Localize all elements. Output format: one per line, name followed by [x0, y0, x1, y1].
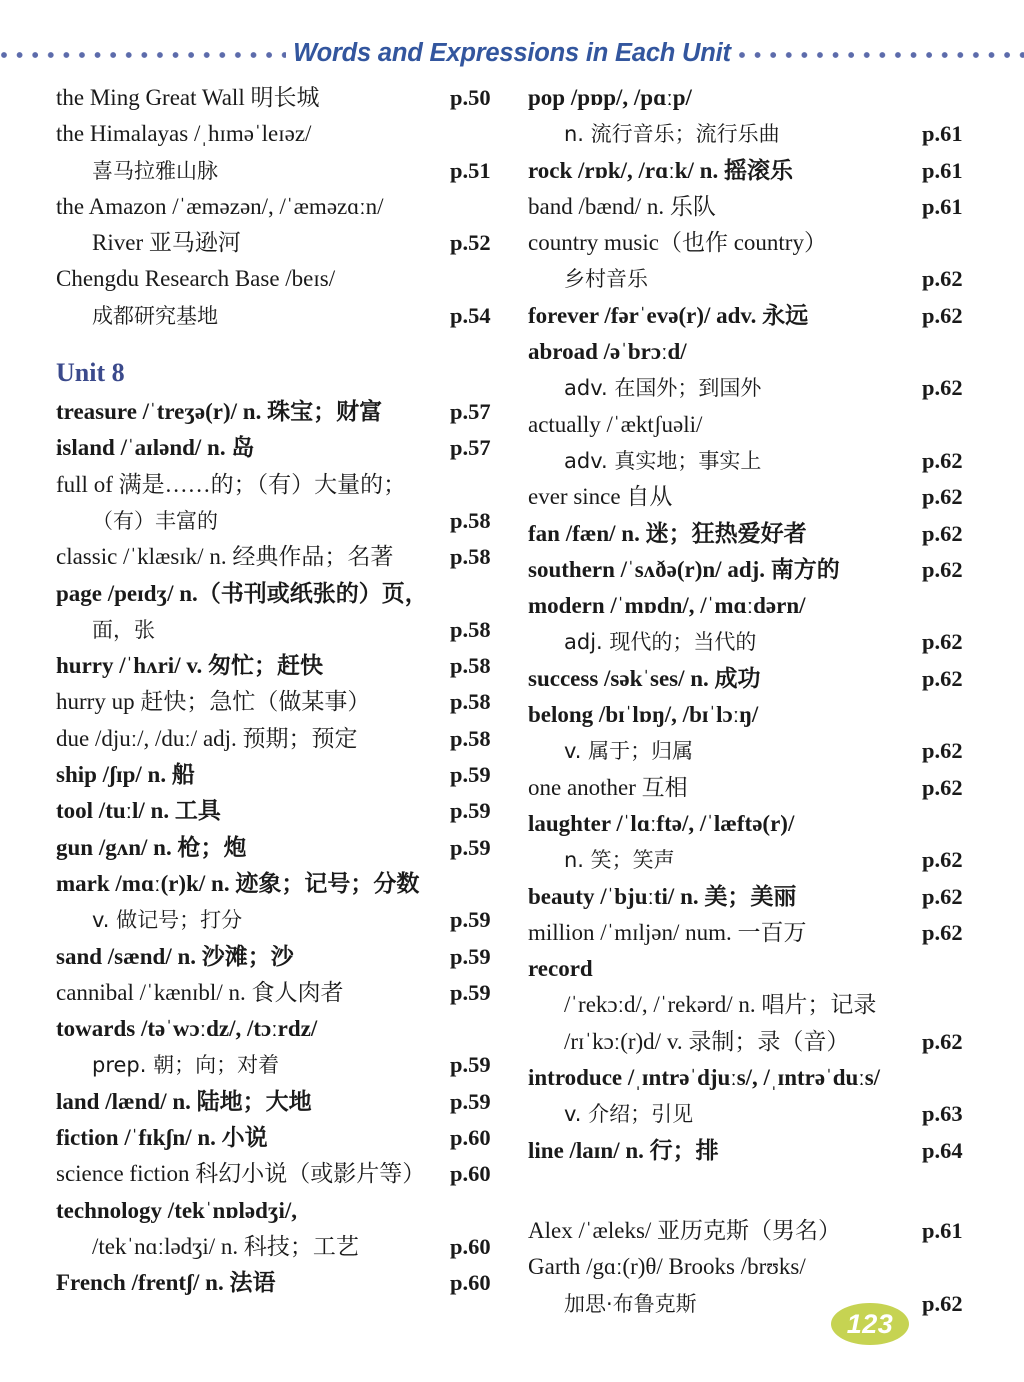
- entry-text: the Amazon /ˈæməzən/, /ˈæməzɑːn/: [56, 193, 384, 219]
- entry-text: band /bænd/ n. 乐队: [528, 193, 716, 219]
- vocab-entry: [528, 770, 980, 806]
- entry-page: p.59: [450, 979, 491, 1005]
- vocab-entry: [528, 225, 980, 261]
- entry-page: p.62: [922, 883, 963, 909]
- vocab-entry: [56, 721, 508, 757]
- entry-text: towards /təˈwɔːdz/, /tɔːrdz/: [56, 1016, 318, 1042]
- vocab-entry: [56, 1229, 508, 1265]
- entry-text: mark /mɑː(r)k/ n. 迹象；记号；分数: [56, 870, 420, 896]
- entry-page: p.63: [922, 1101, 963, 1127]
- left-column-prev-unit-list: [56, 80, 508, 334]
- vocab-entry: [528, 261, 980, 297]
- entry-text: 加思·布鲁克斯: [564, 1291, 697, 1316]
- entry-page: p.61: [922, 121, 963, 147]
- entry-page: p.60: [450, 1125, 491, 1151]
- vocab-entry: [56, 1120, 508, 1156]
- vocab-entry: [528, 1060, 980, 1096]
- entry-page: p.59: [450, 1088, 491, 1114]
- header-dot-rule-right: [738, 51, 1024, 59]
- vocab-entry: [528, 987, 980, 1023]
- vocab-entry: [528, 516, 980, 552]
- right-column: [528, 80, 980, 1322]
- vocab-entry: [56, 539, 508, 575]
- entry-text: v. 做记号；打分: [92, 908, 243, 933]
- vocab-entry: [528, 298, 980, 334]
- vocab-entry: [56, 189, 508, 225]
- vocab-entry: [56, 939, 508, 975]
- vocab-entry: [528, 661, 980, 697]
- page-title: Words and Expressions in Each Unit: [293, 38, 731, 67]
- entry-text: line /laɪn/ n. 行；排: [528, 1137, 719, 1163]
- entry-page: p.58: [450, 507, 491, 533]
- entry-text: n. 流行音乐；流行乐曲: [564, 122, 780, 147]
- entry-page: p.59: [450, 1052, 491, 1078]
- entry-page: p.62: [922, 665, 963, 691]
- entry-page: p.62: [922, 738, 963, 764]
- vocab-entry: [528, 879, 980, 915]
- vocab-entry: [56, 576, 508, 612]
- vocab-entry: [528, 806, 980, 842]
- vocab-entry: [528, 552, 980, 588]
- vocab-entry: [56, 261, 508, 297]
- entry-text: southern /ˈsʌðə(r)n/ adj. 南方的: [528, 556, 840, 582]
- entry-page: p.58: [450, 544, 491, 570]
- entry-page: p.59: [450, 798, 491, 824]
- entry-text: success /səkˈses/ n. 成功: [528, 665, 761, 691]
- entry-text: the Himalayas /ˌhɪməˈleɪəz/: [56, 121, 312, 147]
- entry-text: hurry up 赶快；急忙（做某事）: [56, 689, 371, 715]
- entry-text: cannibal /ˈkænɪbl/ n. 食人肉者: [56, 979, 344, 1005]
- vocab-entry: [56, 153, 508, 189]
- page-number: 123: [846, 1308, 894, 1339]
- entry-text: due /djuː/, /duː/ adj. 预期；预定: [56, 725, 358, 751]
- entry-page: p.62: [922, 302, 963, 328]
- entry-page: p.62: [922, 447, 963, 473]
- vocab-entry: [528, 624, 980, 660]
- entry-text: actually /ˈæktʃuəli/: [528, 411, 703, 437]
- vocab-entry: [528, 733, 980, 769]
- entry-text: tool /tuːl/ n. 工具: [56, 798, 221, 824]
- entry-text: v. 介绍；引见: [564, 1102, 694, 1127]
- header-dot-rule-left: [0, 51, 286, 59]
- entry-text: fiction /ˈfɪkʃn/ n. 小说: [56, 1125, 268, 1151]
- vocab-entry: [56, 866, 508, 902]
- entry-text: adv. 在国外；到国外: [564, 376, 762, 401]
- entry-page: p.50: [450, 85, 491, 110]
- entry-text: laughter /ˈlɑːftə/, /ˈlæftə(r)/: [528, 810, 795, 836]
- entry-page: p.62: [922, 847, 963, 873]
- entry-text: country music（也作 country）: [528, 230, 827, 256]
- vocab-entry: [56, 430, 508, 466]
- entry-text: forever /fərˈevə(r)/ adv. 永远: [528, 302, 809, 328]
- entry-text: pop /pɒp/, /pɑːp/: [528, 85, 692, 110]
- entry-text: hurry /ˈhʌri/ v. 匆忙；赶快: [56, 653, 324, 679]
- entry-page: p.60: [450, 1161, 491, 1187]
- vocab-entry: [528, 1286, 980, 1322]
- entry-text: （有）丰富的: [92, 508, 218, 533]
- entry-text: fan /fæn/ n. 迷；狂热爱好者: [528, 520, 807, 546]
- entry-page: p.58: [450, 653, 491, 679]
- vocabulary-columns: [0, 80, 1024, 1322]
- vocab-entry: [528, 588, 980, 624]
- vocab-entry: [528, 1213, 980, 1249]
- vocab-entry: [56, 80, 508, 116]
- entry-text: land /lænd/ n. 陆地；大地: [56, 1088, 312, 1114]
- entry-text: 面，张: [92, 617, 155, 642]
- entry-page: p.62: [922, 629, 963, 655]
- vocab-entry: [528, 334, 980, 370]
- vocab-entry: [56, 648, 508, 684]
- vocab-entry: [528, 80, 980, 116]
- entry-text: gun /gʌn/ n. 枪；炮: [56, 834, 247, 860]
- proper-names-list: [528, 1213, 980, 1322]
- entry-text: the Ming Great Wall 明长城: [56, 85, 320, 110]
- entry-page: p.62: [922, 484, 963, 510]
- entry-text: 成都研究基地: [92, 303, 218, 328]
- vocab-entry: [56, 830, 508, 866]
- entry-text: one another 互相: [528, 774, 688, 800]
- entry-text: /rɪˈkɔː(r)d/ v. 录制；录（音）: [564, 1028, 850, 1054]
- vocab-entry: [528, 189, 980, 225]
- page-header: [0, 36, 1024, 70]
- entry-text: Alex /ˈæleks/ 亚历克斯（男名）: [528, 1217, 842, 1243]
- entry-page: p.62: [922, 774, 963, 800]
- entry-page: p.62: [922, 1028, 963, 1054]
- entry-page: p.62: [922, 556, 963, 582]
- entry-text: record: [528, 956, 593, 982]
- entry-text: abroad /əˈbrɔːd/: [528, 339, 687, 365]
- entry-page: p.60: [450, 1270, 491, 1296]
- entry-page: p.62: [922, 919, 963, 945]
- entry-text: technology /tekˈnɒlədʒi/,: [56, 1197, 297, 1223]
- entry-page: p.59: [450, 907, 491, 933]
- entry-text: Chengdu Research Base /beɪs/: [56, 266, 336, 292]
- right-column-vocab-list: [528, 80, 980, 1169]
- entry-text: classic /ˈklæsɪk/ n. 经典作品；名著: [56, 544, 394, 570]
- vocab-entry: [528, 116, 980, 152]
- vocab-entry: [56, 1011, 508, 1047]
- entry-text: island /ˈaɪlənd/ n. 岛: [56, 435, 255, 461]
- page-number-badge: [831, 1303, 909, 1345]
- entry-text: full of 满是……的；（有）大量的；: [56, 471, 407, 497]
- entry-text: French /frentʃ/ n. 法语: [56, 1270, 276, 1296]
- vocab-entry: [56, 902, 508, 938]
- vocab-entry: [56, 1156, 508, 1192]
- entry-page: p.60: [450, 1233, 491, 1259]
- vocab-entry: [56, 1193, 508, 1229]
- vocab-entry: [528, 842, 980, 878]
- entry-page: p.61: [922, 157, 963, 183]
- entry-text: adv. 真实地；事实上: [564, 448, 762, 473]
- entry-text: science fiction 科幻小说（或影片等）: [56, 1161, 426, 1187]
- entry-text: belong /bɪˈlɒŋ/, /bɪˈlɔːŋ/: [528, 702, 759, 728]
- unit8-vocab-list: [56, 394, 508, 1301]
- left-column: [56, 80, 508, 1302]
- entry-text: treasure /ˈtreʒə(r)/ n. 珠宝；财富: [56, 399, 383, 425]
- vocab-entry: [528, 370, 980, 406]
- vocab-entry: [56, 793, 508, 829]
- entry-text: adj. 现代的；当代的: [564, 630, 757, 655]
- entry-page: p.51: [450, 157, 491, 183]
- vocab-entry: [56, 225, 508, 261]
- vocab-entry: [528, 915, 980, 951]
- vocab-entry: [528, 443, 980, 479]
- entry-page: p.59: [450, 943, 491, 969]
- entry-text: introduce /ˌɪntrəˈdjuːs/, /ˌɪntrəˈduːs/: [528, 1065, 881, 1091]
- vocab-entry: [528, 1133, 980, 1169]
- vocab-entry: [56, 394, 508, 430]
- vocab-entry: [528, 951, 980, 987]
- entry-text: modern /ˈmɒdn/, /ˈmɑːdərn/: [528, 593, 806, 619]
- vocab-entry: [528, 1024, 980, 1060]
- entry-text: ever since 自从: [528, 484, 673, 510]
- entry-text: /tekˈnɑːlədʒi/ n. 科技；工艺: [92, 1233, 359, 1259]
- section-spacer: [528, 1169, 980, 1213]
- vocab-entry: [528, 1249, 980, 1285]
- vocab-entry: [528, 479, 980, 515]
- entry-page: p.57: [450, 435, 491, 461]
- vocab-entry: [56, 1265, 508, 1301]
- entry-page: p.61: [922, 193, 963, 219]
- entry-page: p.64: [922, 1137, 963, 1163]
- entry-page: p.62: [922, 1290, 963, 1316]
- entry-text: prep. 朝；向；对着: [92, 1053, 280, 1078]
- unit-heading: Unit 8: [56, 358, 125, 388]
- entry-page: p.61: [922, 1217, 963, 1243]
- entry-text: v. 属于；归属: [564, 739, 694, 764]
- vocab-entry: [56, 116, 508, 152]
- vocab-entry: [56, 684, 508, 720]
- entry-page: p.62: [922, 520, 963, 546]
- entry-text: 喜马拉雅山脉: [92, 158, 218, 183]
- vocab-entry: [56, 975, 508, 1011]
- entry-text: sand /sænd/ n. 沙滩；沙: [56, 943, 294, 969]
- vocab-entry: [528, 697, 980, 733]
- entry-text: n. 笑；笑声: [564, 848, 675, 873]
- vocab-entry: [56, 1047, 508, 1083]
- entry-page: p.59: [450, 834, 491, 860]
- entry-page: p.52: [450, 230, 491, 256]
- vocab-entry: [528, 407, 980, 443]
- vocab-entry: [56, 757, 508, 793]
- vocab-entry: [56, 503, 508, 539]
- entry-text: page /peɪdʒ/ n.（书刊或纸张的）页，: [56, 580, 428, 606]
- entry-page: p.62: [922, 266, 963, 292]
- entry-text: River 亚马逊河: [92, 230, 241, 256]
- vocab-entry: [56, 298, 508, 334]
- entry-page: p.58: [450, 689, 491, 715]
- vocab-entry: [528, 153, 980, 189]
- entry-page: p.54: [450, 302, 491, 328]
- vocab-entry: [56, 467, 508, 503]
- entry-text: rock /rɒk/, /rɑːk/ n. 摇滚乐: [528, 157, 793, 183]
- entry-page: p.62: [922, 375, 963, 401]
- entry-text: ship /ʃɪp/ n. 船: [56, 762, 195, 788]
- vocab-entry: [528, 1096, 980, 1132]
- entry-page: p.57: [450, 399, 491, 425]
- entry-page: p.58: [450, 616, 491, 642]
- entry-text: million /ˈmɪljən/ num. 一百万: [528, 919, 807, 945]
- entry-text: 乡村音乐: [564, 267, 648, 292]
- entry-page: p.58: [450, 725, 491, 751]
- entry-text: Garth /gɑː(r)θ/ Brooks /brʊks/: [528, 1254, 806, 1280]
- entry-text: /ˈrekɔːd/, /ˈrekərd/ n. 唱片；记录: [564, 992, 877, 1018]
- vocab-entry: [56, 612, 508, 648]
- entry-page: p.59: [450, 762, 491, 788]
- entry-text: beauty /ˈbjuːti/ n. 美；美丽: [528, 883, 797, 909]
- vocab-entry: [56, 1084, 508, 1120]
